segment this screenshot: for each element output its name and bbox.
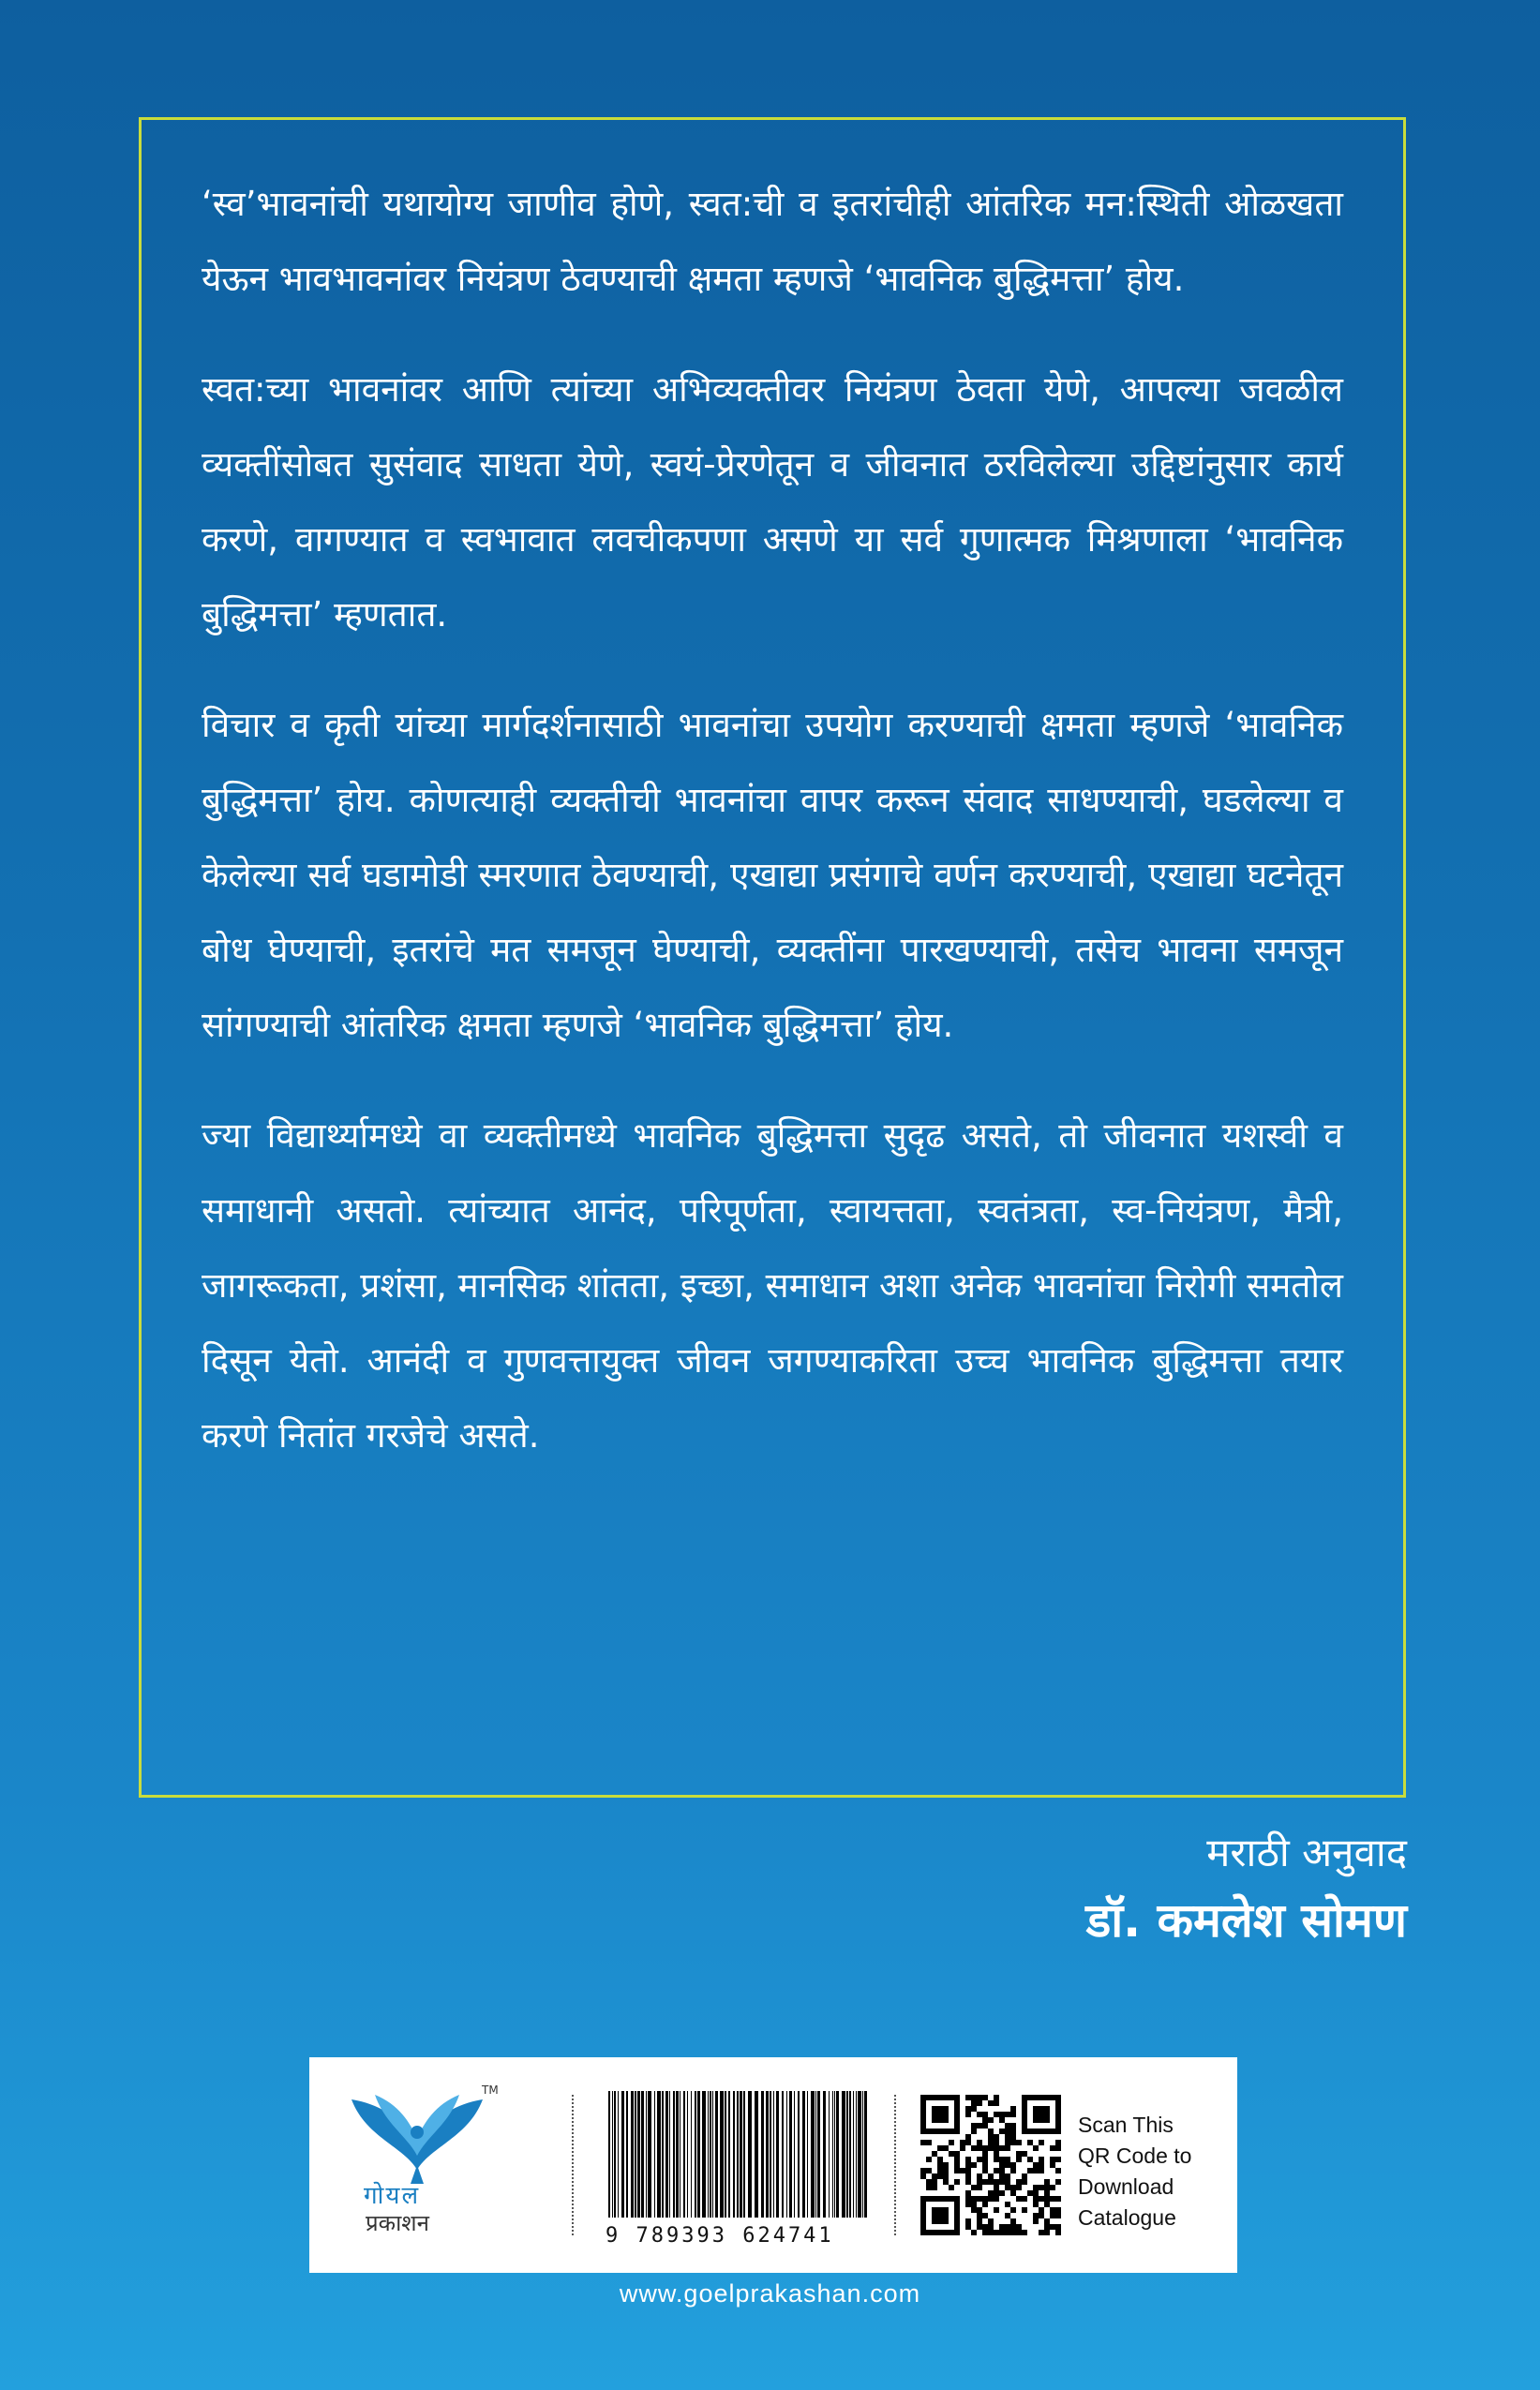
barcode-graphic xyxy=(608,2091,871,2218)
brand-name-line2: प्रकाशन xyxy=(366,2210,429,2236)
paragraph-3: विचार व कृती यांच्या मार्गदर्शनासाठी भावनांचा उपयोग करण्याची क्षमता म्हणजे ‘भावनिक बुद्धिमत्ता’ होय. कोणत्याही व्यक्तीची भावनांचा वापर करून संवाद साधण्याची, घडलेल्या व केलेल्या सर्व घडामोडी स्मरणात ठेवण्याची, एखाद्या प्रसंगाचे वर्णन करण्याची, एखाद्या घटनेतून बोध घेण्याची, इतरांचे मत समजून घेण्याची, व्यक्तींना पारखण्याची, तसेच भावना समजून सांगण्याची आंतरिक क्षमता म्हणजे ‘भावनिक बुद्धिमत्ता’ होय. xyxy=(202,705,1343,1045)
website-url[interactable]: www.goelprakashan.com xyxy=(619,2279,921,2308)
translator-credit xyxy=(1085,1823,1407,1958)
paragraph-2: स्वत:च्या भावनांवर आणि त्यांच्या अभिव्यक्तीवर नियंत्रण ठेवता येणे, आपल्या जवळील व्यक्तींसोबत सुसंवाद साधता येणे, स्वयं-प्रेरणेतून व जीवनात ठरविलेल्या उद्दिष्टांनुसार कार्य करणे, वागण्यात व स्वभावात लवचीकपणा असणे या सर्व गुणात्मक मिश्रणाला ‘भावनिक बुद्धिमत्ता’ म्हणतात. xyxy=(202,369,1343,635)
qr-caption-line: Catalogue xyxy=(1078,2205,1176,2230)
qr-caption xyxy=(1078,2110,1191,2233)
isbn-number: 9 789393 624741 xyxy=(606,2224,834,2248)
butterfly-logo-icon xyxy=(347,2081,487,2184)
publisher-footer xyxy=(309,2057,1237,2273)
qr-caption-line: Scan This xyxy=(1078,2113,1174,2137)
qr-caption-line: Download xyxy=(1078,2174,1174,2199)
qr-caption-line: QR Code to xyxy=(1078,2144,1192,2168)
brand-name-line1: गोयल xyxy=(364,2182,421,2210)
publisher-logo xyxy=(309,2057,572,2273)
description-box xyxy=(139,117,1406,1798)
trademark-mark: TM xyxy=(482,2084,499,2097)
isbn-barcode xyxy=(576,2057,894,2273)
paragraph-1: ‘स्व’भावनांची यथायोग्य जाणीव होणे, स्वत:ची व इतरांचीही आंतरिक मन:स्थिती ओळखता येऊन भावभावनांवर नियंत्रण ठेवण्याची क्षमता म्हणजे ‘भावनिक बुद्धिमत्ता’ होय. xyxy=(202,184,1343,299)
qr-section xyxy=(898,2057,1237,2273)
paragraph-4: ज्या विद्यार्थ्यामध्ये वा व्यक्तीमध्ये भावनिक बुद्धिमत्ता सुदृढ असते, तो जीवनात यशस्वी व समाधानी असतो. त्यांच्यात आनंद, परिपूर्णता, स्वायत्तता, स्वतंत्रता, स्व-नियंत्रण, मैत्री, जागरूकता, प्रशंसा, मानसिक शांतता, इच्छा, समाधान अशा अनेक भावनांचा निरोगी समतोल दिसून येतो. आनंदी व गुणवत्तायुक्त जीवन जगण्याकरिता उच्च भावनिक बुद्धिमत्ता तयार करणे नितांत गरजेचे असते. xyxy=(202,1115,1343,1456)
qr-code-icon xyxy=(920,2095,1061,2235)
translator-name: डॉ. कमलेश सोमण xyxy=(1085,1893,1407,1948)
translator-label: मराठी अनुवाद xyxy=(1206,1830,1407,1875)
